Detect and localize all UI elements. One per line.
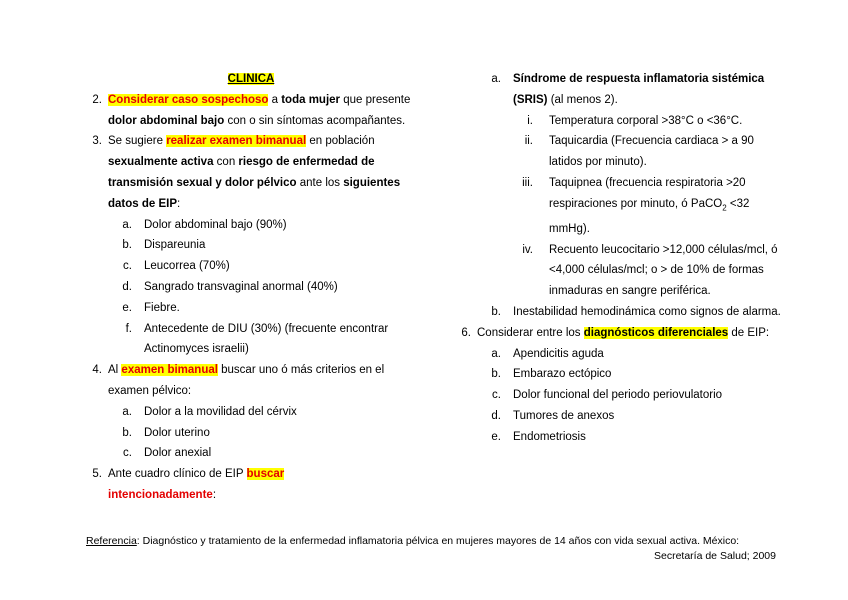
roman-item: iii. Taquipnea (frecuencia respiratoria >20 respiraciones por minuto, ó PaCO$_2$ <32 mmHg). (522, 176, 750, 235)
hemodynamic-item: b. Inestabilidad hemodinámica como signos de alarma. (491, 306, 781, 319)
sub-item: d. Tumores de anexos (491, 410, 615, 423)
reference-label: Referencia (86, 535, 137, 547)
sub-item: c. Dolor funcional del periodo periovulatorio (492, 389, 723, 402)
roman-item: ii. Taquicardia (Frecuencia cardiaca > a 90 latidos por minuto). (524, 135, 754, 169)
roman-item: i. Temperatura corporal >38°C o <36°C. (527, 114, 743, 127)
list-item-3: 3. Se sugiere realizar examen bimanual en población sexualmente activa con riesgo de enfermedad de transmisión sexual y dolor pélvico ante los siguientes datos de EIP: (86, 131, 416, 214)
section-title: CLINICA (227, 73, 275, 85)
left-column (86, 69, 416, 506)
sub-item: c. Dolor anexial (123, 447, 212, 460)
highlight-text: diagnósticos diferenciales (583, 326, 729, 339)
sub-item: e. Fiebre. (122, 301, 180, 314)
sub-item: b. Dolor uterino (122, 426, 210, 439)
reference-note (86, 534, 776, 564)
highlight-text: realizar examen bimanual (166, 135, 307, 148)
highlight-text: Considerar caso sospechoso (108, 93, 269, 106)
right-column (455, 69, 785, 448)
list-marker: 2. (92, 93, 102, 106)
sub-item: c. Leucorrea (70%) (123, 260, 230, 273)
list-item-2: 2. Considerar caso sospechoso a toda mujer que presente dolor abdominal bajo con o sin síntomas acompañantes. (86, 90, 416, 132)
sris-item: a. Síndrome de respuesta inflamatoria sistémica (SRIS) (al menos 2). (491, 73, 765, 106)
reference-publisher: Secretaría de Salud; 2009 (653, 550, 776, 562)
sub-item: b. Embarazo ectópico (491, 368, 612, 381)
list-marker: 4. (92, 364, 102, 377)
roman-item: iv. Recuento leucocitario >12,000 células/mcl, ó <4,000 células/mcl; o > de 10% de formas inmaduras en sangre periférica. (522, 243, 778, 298)
sub-item: f. Antecedente de DIU (30%) (frecuente encontrar Actinomyces israelii) (125, 322, 389, 356)
list-marker: 6. (461, 326, 471, 339)
list-item-4: 4. Al examen bimanual buscar uno ó más criterios en el examen pélvico: (86, 360, 416, 402)
highlight-text: buscar (246, 468, 285, 481)
highlight-text: examen bimanual (121, 364, 218, 377)
list-marker: 5. (92, 468, 102, 481)
emphasis-text: intencionadamente (108, 488, 213, 501)
sub-item: a. Apendicitis aguda (491, 347, 604, 360)
list-item-5: 5. Ante cuadro clínico de EIP buscar intencionadamente: (86, 464, 416, 506)
sub-item: e. Endometriosis (491, 430, 586, 443)
sub-item: b. Dispareunia (122, 239, 206, 252)
list-marker: 3. (92, 135, 102, 148)
sub-item: a. Dolor abdominal bajo (90%) (122, 218, 287, 231)
reference-text: : Diagnóstico y tratamiento de la enfermedad inflamatoria pélvica en mujeres mayores de 14 años con vida sexual activa. México: (136, 535, 740, 547)
sub-item: d. Sangrado transvaginal anormal (40%) (122, 280, 338, 293)
list-item-6: 6. Considerar entre los diagnósticos diferenciales de EIP: (455, 323, 785, 344)
sub-item: a. Dolor a la movilidad del cérvix (122, 405, 297, 418)
